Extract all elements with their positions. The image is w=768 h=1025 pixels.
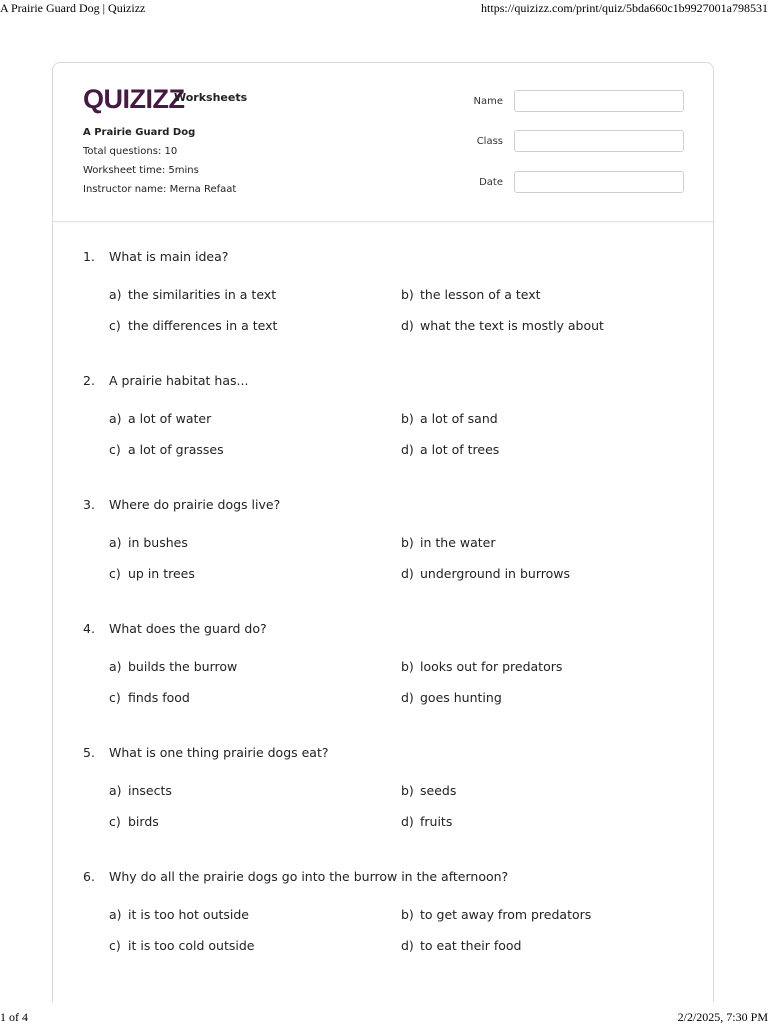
option-text: looks out for predators <box>420 659 563 674</box>
option-letter: c) <box>109 566 121 581</box>
question-number: 5. <box>83 745 95 760</box>
worksheet-time: Worksheet time: 5mins <box>83 165 199 176</box>
option-text: up in trees <box>128 566 195 581</box>
answer-option <box>109 411 211 426</box>
answer-option <box>109 938 254 953</box>
option-text: in the water <box>420 535 496 550</box>
option-letter: d) <box>401 814 414 829</box>
page-indicator: 1 of 4 <box>0 1010 28 1024</box>
option-text: goes hunting <box>420 690 502 705</box>
answer-option <box>109 690 190 705</box>
answer-option <box>109 287 276 302</box>
answer-option <box>401 938 521 953</box>
answer-option <box>109 907 249 922</box>
option-letter: b) <box>401 287 414 302</box>
option-letter: d) <box>401 318 414 333</box>
question-number: 4. <box>83 621 95 636</box>
instructor-name: Instructor name: Merna Refaat <box>83 184 237 195</box>
question-number: 6. <box>83 869 95 884</box>
option-text: builds the burrow <box>128 659 238 674</box>
option-letter: a) <box>109 783 122 798</box>
option-text: a lot of grasses <box>128 442 224 457</box>
answer-option <box>109 318 277 333</box>
option-text: the lesson of a text <box>420 287 541 302</box>
answer-option <box>401 287 541 302</box>
option-text: the differences in a text <box>128 318 278 333</box>
date-field[interactable] <box>514 171 684 193</box>
answer-option <box>401 690 502 705</box>
question-text: What is main idea? <box>109 249 229 264</box>
option-letter: c) <box>109 318 121 333</box>
worksheet <box>52 62 714 1002</box>
print-url: https://quizizz.com/print/quiz/5bda660c1b9927001a798531 <box>481 1 768 15</box>
option-letter: b) <box>401 535 414 550</box>
option-letter: d) <box>401 938 414 953</box>
option-text: in bushes <box>128 535 188 550</box>
option-text: it is too hot outside <box>128 907 250 922</box>
answer-option <box>401 318 604 333</box>
class-field[interactable] <box>514 130 684 152</box>
option-letter: d) <box>401 442 414 457</box>
question-text: Where do prairie dogs live? <box>109 497 281 512</box>
answer-option <box>401 783 456 798</box>
class-label: Class <box>476 136 503 147</box>
question-text: Why do all the prairie dogs go into the burrow in the afternoon? <box>109 869 509 884</box>
option-letter: c) <box>109 442 121 457</box>
quizizz-logo: QUIZIZZ <box>83 84 185 114</box>
name-label: Name <box>473 96 503 107</box>
print-footer <box>0 1010 768 1024</box>
answer-option <box>401 814 452 829</box>
answer-option <box>401 659 562 674</box>
answer-option <box>109 566 195 581</box>
worksheet-header <box>53 63 713 222</box>
option-letter: a) <box>109 907 122 922</box>
option-letter: a) <box>109 535 122 550</box>
answer-option <box>109 442 224 457</box>
option-letter: c) <box>109 690 121 705</box>
option-letter: d) <box>401 566 414 581</box>
answer-option <box>109 814 159 829</box>
total-questions: Total questions: 10 <box>83 146 178 157</box>
option-text: a lot of water <box>128 411 212 426</box>
option-text: to get away from predators <box>420 907 592 922</box>
option-text: a lot of sand <box>420 411 498 426</box>
print-datetime: 2/2/2025, 7:30 PM <box>677 1010 768 1024</box>
option-letter: b) <box>401 659 414 674</box>
option-text: it is too cold outside <box>128 938 255 953</box>
answer-option <box>401 411 498 426</box>
option-letter: c) <box>109 938 121 953</box>
option-letter: b) <box>401 411 414 426</box>
answer-option <box>109 783 172 798</box>
option-text: underground in burrows <box>420 566 570 581</box>
print-header <box>0 0 768 18</box>
option-text: to eat their food <box>420 938 522 953</box>
answer-option <box>401 566 570 581</box>
option-letter: d) <box>401 690 414 705</box>
option-text: insects <box>128 783 172 798</box>
date-label: Date <box>479 177 503 188</box>
option-letter: a) <box>109 411 122 426</box>
question-number: 1. <box>83 249 95 264</box>
option-letter: b) <box>401 783 414 798</box>
name-field[interactable] <box>514 90 684 112</box>
answer-option <box>109 659 237 674</box>
question-number: 3. <box>83 497 95 512</box>
option-letter: b) <box>401 907 414 922</box>
option-text: finds food <box>128 690 190 705</box>
print-page-title: A Prairie Guard Dog | Quizizz <box>0 1 146 15</box>
option-text: a lot of trees <box>420 442 500 457</box>
question-text: A prairie habitat has... <box>109 373 249 388</box>
option-text: the similarities in a text <box>128 287 277 302</box>
option-text: fruits <box>420 814 453 829</box>
option-letter: a) <box>109 659 122 674</box>
answer-option <box>401 442 499 457</box>
option-text: seeds <box>420 783 457 798</box>
answer-option <box>109 535 188 550</box>
question-text: What does the guard do? <box>109 621 267 636</box>
option-letter: c) <box>109 814 121 829</box>
answer-option <box>401 535 495 550</box>
logo-subtitle: Worksheets <box>174 91 248 104</box>
answer-option <box>401 907 591 922</box>
question-number: 2. <box>83 373 95 388</box>
quiz-title: A Prairie Guard Dog <box>83 127 196 138</box>
option-letter: a) <box>109 287 122 302</box>
option-text: birds <box>128 814 159 829</box>
question-text: What is one thing prairie dogs eat? <box>109 745 329 760</box>
option-text: what the text is mostly about <box>420 318 604 333</box>
